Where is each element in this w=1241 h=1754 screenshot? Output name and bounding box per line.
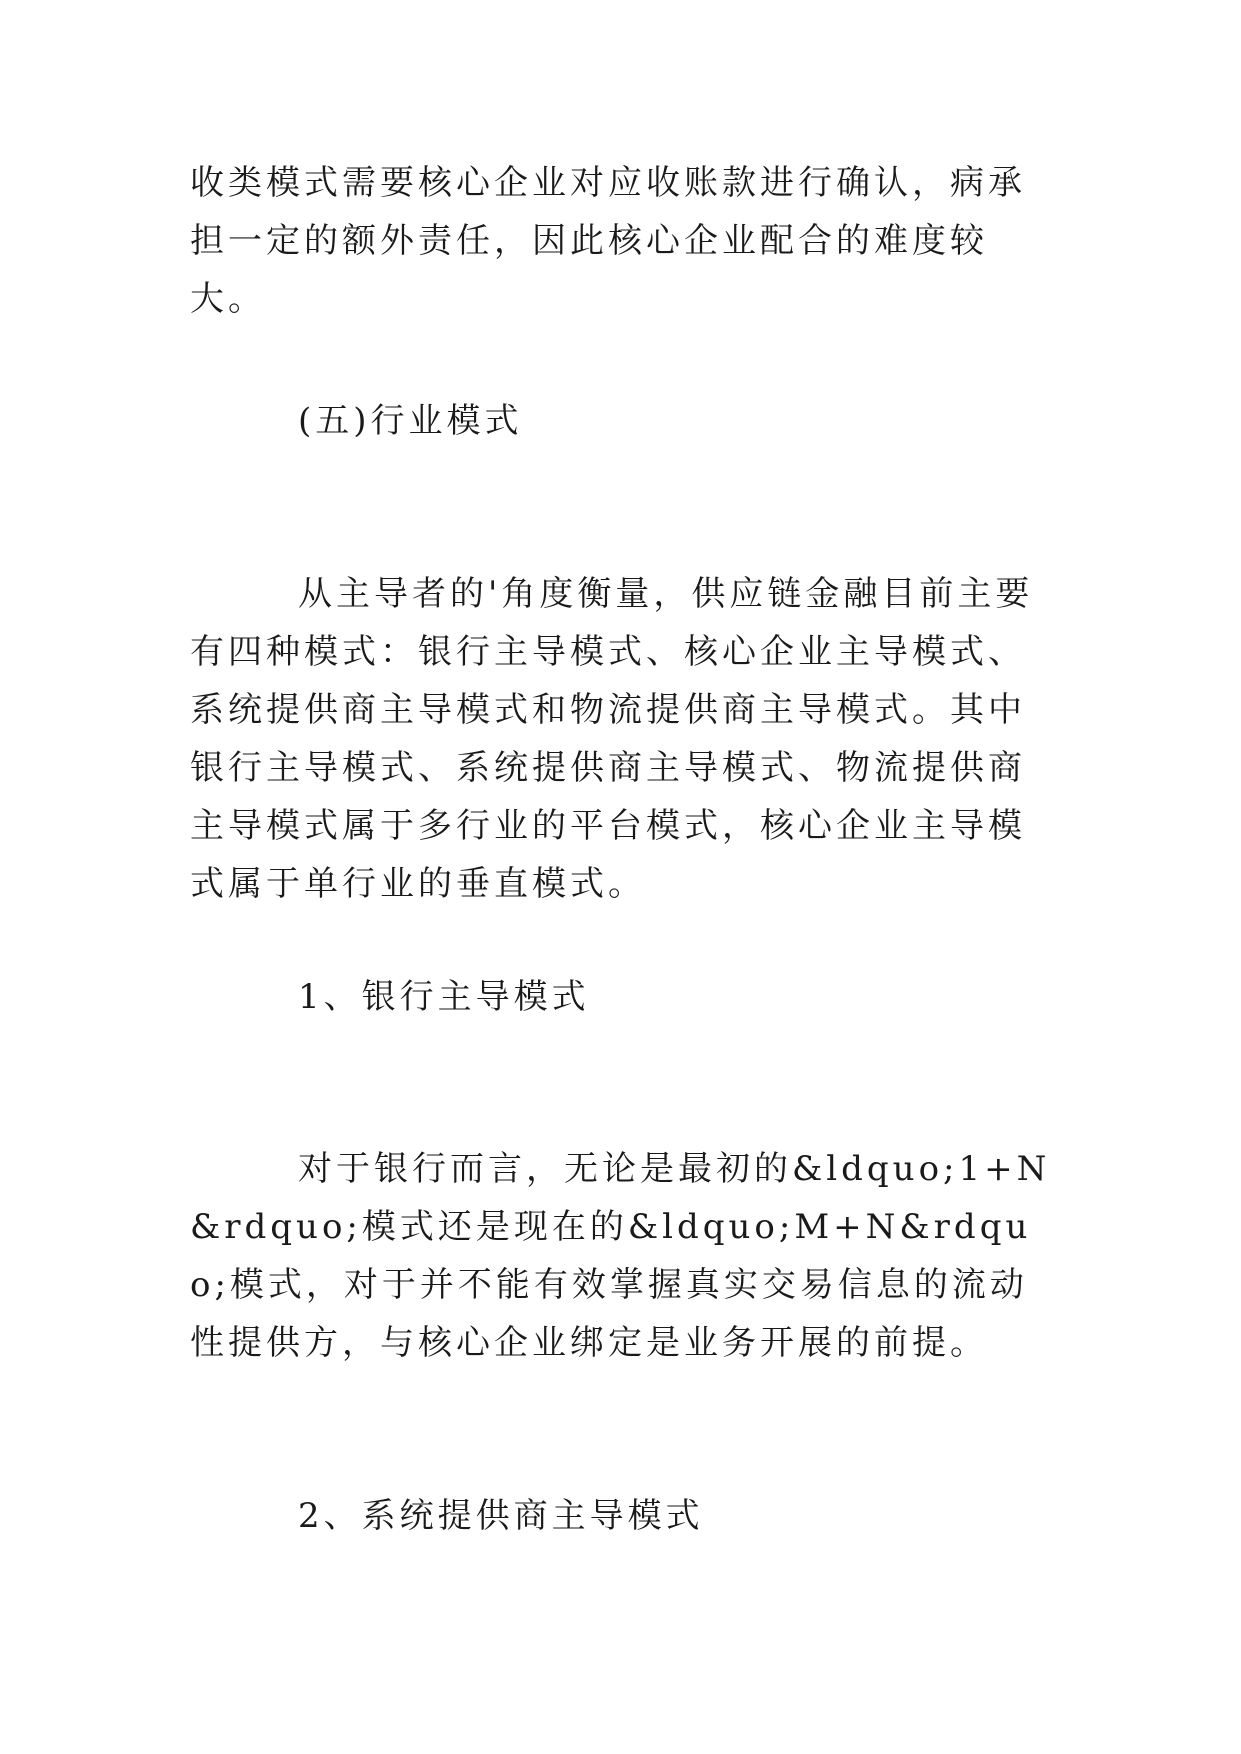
paragraph-receivables: 收类模式需要核心企业对应收账款进行确认，病承担一定的额外责任，因此核心企业配合的难度较大。 bbox=[190, 163, 1026, 319]
subheading-system-provider-led-mode: 2、系统提供商主导模式 bbox=[298, 1496, 704, 1536]
section-heading-industry-mode: (五)行业模式 bbox=[298, 401, 523, 441]
paragraph-leader-modes: 从主导者的'角度衡量，供应链金融目前主要有四种模式：银行主导模式、核心企业主导模式、系统提供商主导模式和物流提供商主导模式。其中银行主导模式、系统提供商主导模式、物流提供商主导模式属于多行业的平台模式，核心企业主导模式属于单行业的垂直模式。 bbox=[190, 574, 1034, 904]
paragraph-bank-led: 对于银行而言，无论是最初的&ldquo;1+N&rdquo;模式还是现在的&ldquo;M+N&rdquo;模式，对于并不能有效掌握真实交易信息的流动性提供方，与核心企业绑定是业务开展的前提。 bbox=[190, 1149, 1051, 1363]
subheading-bank-led-mode: 1、银行主导模式 bbox=[298, 977, 590, 1017]
